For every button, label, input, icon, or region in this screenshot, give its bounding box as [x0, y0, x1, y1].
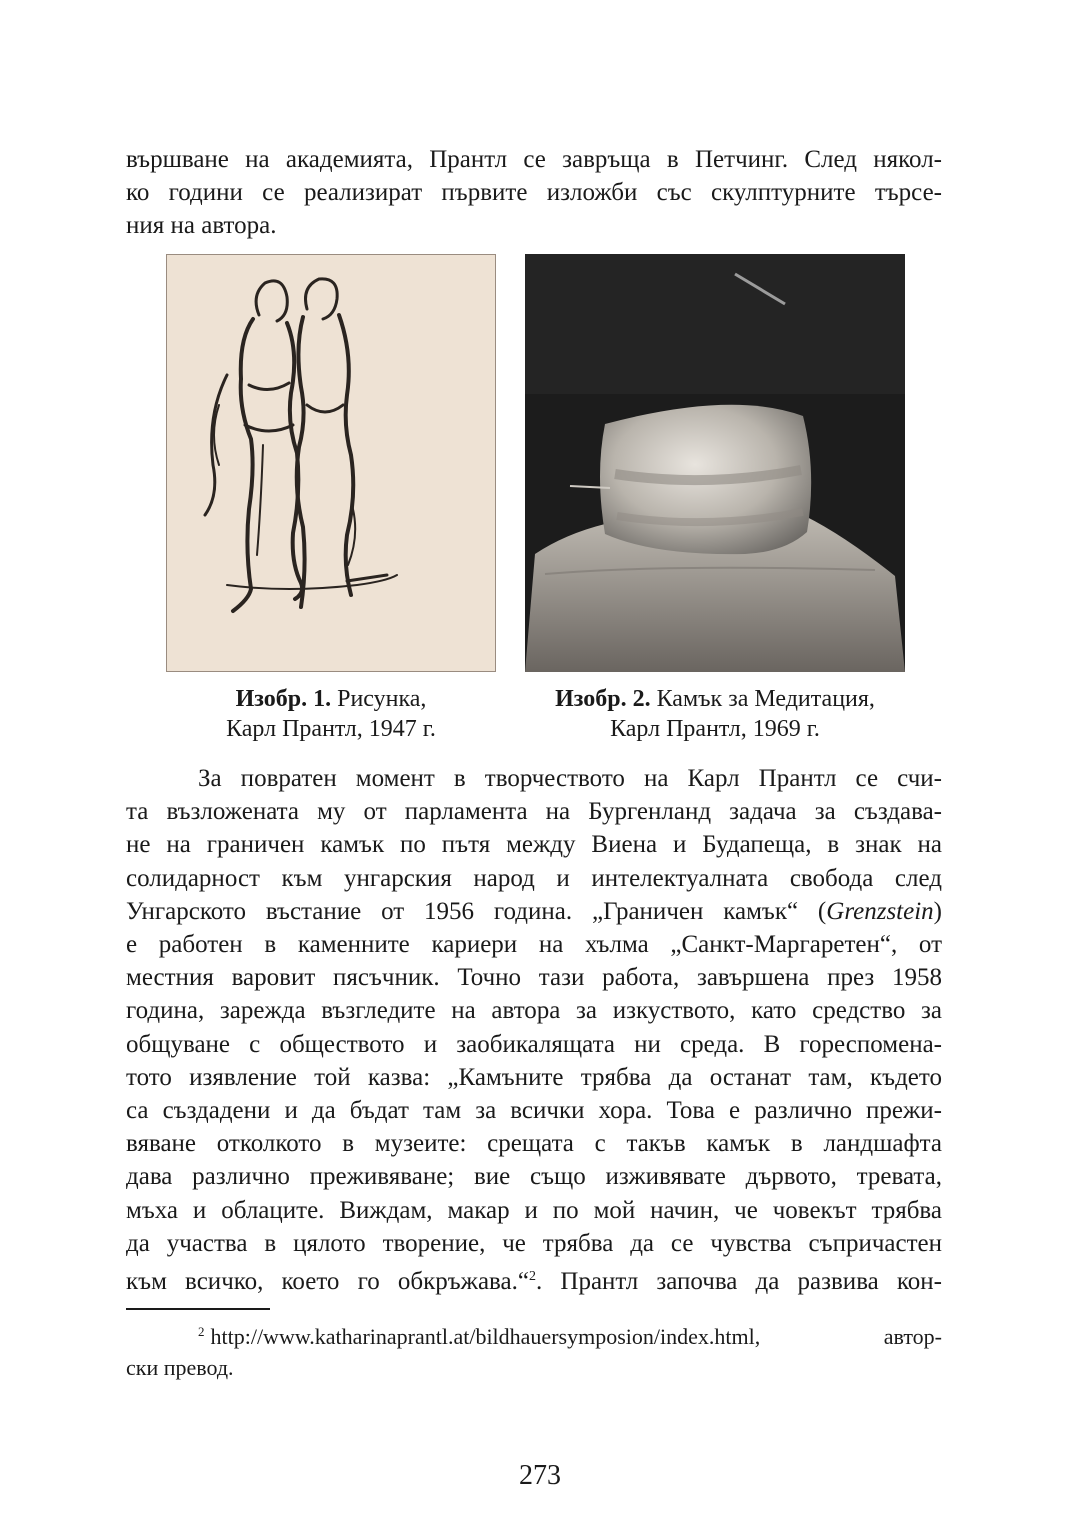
text-line: вяване отколкото в музеите: срещата с такъв камък в ландшафта [126, 1130, 942, 1158]
italic-term: Grenzstein [826, 897, 934, 925]
text-line: са създадени и да бъдат там за всички хора. Това е различно прежи- [126, 1097, 942, 1125]
paragraph-main [126, 762, 942, 1298]
text-line: ко години се реализират първите изложби със скулптурните търсе- [126, 179, 942, 207]
caption-text: Рисунка, [331, 686, 427, 712]
figure-photo-image [525, 254, 905, 672]
footnote-line: ски превод. [126, 1355, 234, 1380]
caption-text: Камък за Медитация, [650, 686, 875, 712]
footnote-number: 2 [198, 1324, 205, 1339]
text-line: общуване с обществото и заобикалящата ни среда. В гореспомена- [126, 1030, 942, 1058]
text-line [126, 895, 942, 928]
text-line: не на граничен камък по пътя между Виена и Будапеща, в знак на [126, 831, 942, 859]
text-segment: към всичко, което го обкръжава.“ [126, 1268, 529, 1296]
text-line: дава различно преживяване; вие също изживявате дървото, тревата, [126, 1163, 942, 1191]
figure-1-caption [166, 684, 496, 744]
figure-label: Изобр. 2. [555, 686, 651, 712]
text-line: вършване на академията, Прантл се завръща в Петчинг. След някол- [126, 146, 942, 173]
text-segment: . Прантл започва да развива кон- [535, 1268, 943, 1296]
text-segment: ) [933, 897, 942, 925]
text-line: да участва в цялото творение, че трябва да се чувства съпричастен [126, 1229, 942, 1257]
paragraph-intro [126, 143, 942, 243]
text-line: За повратен момент в творчеството на Карл Прантл се счи- [198, 765, 942, 792]
text-line: мъха и облаците. Виждам, макар и по мой начин, че човекът трябва [126, 1196, 942, 1224]
figure-label: Изобр. 1. [235, 686, 332, 712]
footnote-url[interactable]: http://www.katharinaprantl.at/bildhauersymposion/index.html, автор- [210, 1324, 942, 1349]
figure-2-caption [515, 684, 915, 744]
text-segment: Унгарското въстание от 1956 година. „Граничен камък“ ( [126, 897, 827, 925]
text-line: тото изявление той казва: „Камъните трябва да останат там, където [126, 1063, 942, 1091]
footnote-line [126, 1316, 942, 1352]
text-line: е работен в каменните кариери на хълма „Санкт-Маргаретен“, от [126, 931, 942, 959]
caption-text: Карл Прантл, 1947 г. [226, 716, 436, 742]
text-line [126, 1260, 942, 1298]
footnote-divider [126, 1308, 270, 1310]
text-line: местния варовит пясъчник. Точно тази работа, завършена през 1958 [126, 964, 942, 992]
page-number: 273 [519, 1460, 561, 1491]
text-line: солидарност към унгарския народ и интелектуалната свобода след [126, 864, 942, 892]
figure-1-drawing [166, 254, 496, 672]
caption-text: Карл Прантл, 1969 г. [610, 716, 820, 742]
figure-2-photo [525, 254, 905, 672]
text-line: година, зарежда възгледите на автора за изкуството, като средство за [126, 997, 942, 1025]
text-line: та възложената му от парламента на Бургенланд задача за създава- [126, 798, 942, 826]
text-line: ния на автора. [126, 212, 277, 240]
footnote [126, 1316, 942, 1383]
footnote-ref[interactable]: 2 [528, 1269, 536, 1285]
figure-drawing-image [167, 255, 495, 671]
